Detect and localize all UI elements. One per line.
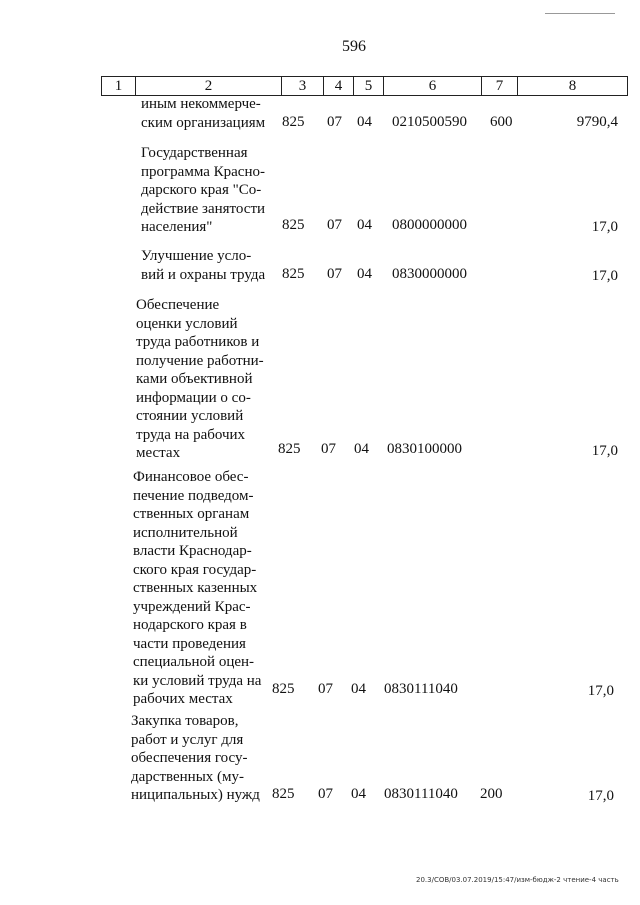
table-row [0, 468, 640, 707]
col-5: 04 [351, 681, 366, 697]
col-7: 200 [480, 786, 503, 802]
row-name: Закупка товаров, работ и услуг для обеспечения госу- дарственных (му- ниципальных) нужд [131, 713, 260, 803]
col-8: 17,0 [591, 268, 618, 284]
header-col-3: 3 [282, 77, 324, 95]
row-name: Финансовое обес- печение подведом- ственных органам исполнительной власти Краснодар- ского края государ- ственных казенных учреждений Крас- нодарского края в части проведения специальной оцен- ки условий труда на рабочих местах [133, 469, 262, 707]
col-4: 07 [327, 217, 342, 233]
top-edge-line [545, 13, 615, 14]
col-6: 0800000000 [392, 217, 467, 233]
header-col-6: 6 [384, 77, 482, 95]
col-4: 07 [318, 786, 333, 802]
table-row [0, 247, 640, 287]
col-7: 600 [490, 114, 513, 130]
col-8: 17,0 [587, 788, 614, 804]
col-6: 0210500590 [392, 114, 467, 130]
header-col-8: 8 [568, 78, 577, 94]
header-col-1: 1 [102, 77, 136, 95]
col-4: 07 [327, 114, 342, 130]
row-name: Улучшение усло- вий и охраны труда [141, 248, 266, 283]
table-row [0, 144, 640, 239]
header-col-4: 4 [324, 77, 354, 95]
row-name: Обеспечение оценки условий труда работников и получение работни- ками объективной информации о со- стоянии условий труда на рабочих местах [136, 297, 264, 461]
col-5: 04 [357, 114, 372, 130]
col-4: 07 [327, 266, 342, 282]
col-3: 825 [282, 266, 305, 282]
col-8: 17,0 [591, 443, 618, 459]
col-8: 9790,4 [576, 114, 618, 130]
footer-code: 20.3/СОВ/03.07.2019/15:47/изм-бюдж-2 чтение-4 часть [416, 876, 619, 884]
col-5: 04 [354, 441, 369, 457]
col-4: 07 [318, 681, 333, 697]
header-col-2: 2 [136, 77, 282, 95]
page-number: 596 [342, 38, 366, 55]
col-6: 0830111040 [384, 681, 458, 697]
col-5: 04 [351, 786, 366, 802]
col-4: 07 [321, 441, 336, 457]
col-8: 17,0 [587, 683, 614, 699]
col-5: 04 [357, 266, 372, 282]
col-3: 825 [272, 681, 295, 697]
table-row [0, 95, 640, 135]
row-name: Государственная программа Красно- дарского края "Со- действие занятости населения" [141, 145, 266, 235]
col-3: 825 [278, 441, 301, 457]
col-3: 825 [282, 217, 305, 233]
col-3: 825 [282, 114, 305, 130]
header-col-7: 7 [482, 77, 518, 95]
col-8: 17,0 [591, 219, 618, 235]
row-name: иным некоммерче- ским организациям [141, 96, 266, 131]
table-row [0, 712, 640, 807]
col-6: 0830000000 [392, 266, 467, 282]
col-3: 825 [272, 786, 295, 802]
col-6: 0830100000 [387, 441, 462, 457]
col-5: 04 [357, 217, 372, 233]
header-col-5: 5 [354, 77, 384, 95]
table-header [101, 76, 628, 96]
col-6: 0830111040 [384, 786, 458, 802]
table-row [0, 296, 640, 466]
